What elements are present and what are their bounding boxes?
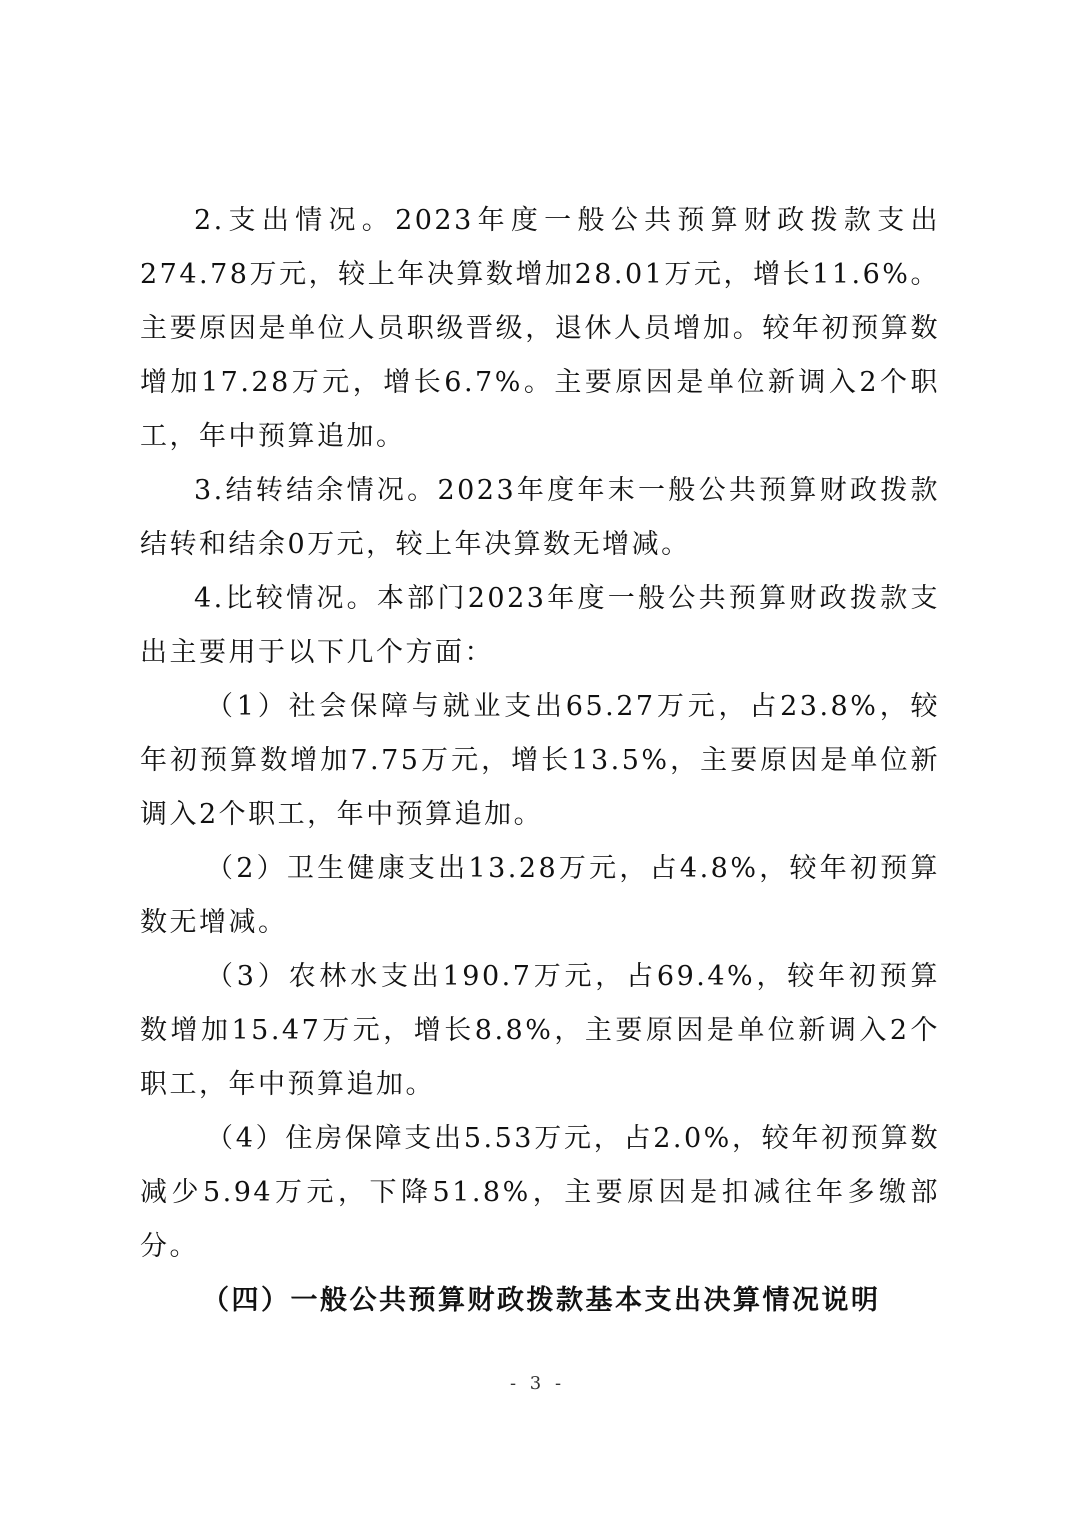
- paragraph-comparison: 4.比较情况。本部门2023年度一般公共预算财政拨款支出主要用于以下几个方面：: [140, 583, 940, 668]
- paragraph-agriculture: （3）农林水支出190.7万元，占69.4%，较年初预算数增加15.47万元，增长8.8%，主要原因是单位新调入2个职工，年中预算追加。: [140, 961, 940, 1100]
- paragraph-health: （2）卫生健康支出13.28万元，占4.8%，较年初预算数无增减。: [140, 853, 940, 938]
- page-number: - 3 -: [509, 1373, 566, 1394]
- paragraph-expenditure: 2.支出情况。2023年度一般公共预算财政拨款支出274.78万元，较上年决算数增加28.01万元，增长11.6%。主要原因是单位人员职级晋级，退休人员增加。较年初预算数增加17.28万元，增长6.7%。主要原因是单位新调入2个职工，年中预算追加。: [140, 205, 940, 452]
- section-heading: （四）一般公共预算财政拨款基本支出决算情况说明: [202, 1285, 881, 1316]
- paragraph-housing: （4）住房保障支出5.53万元，占2.0%，较年初预算数减少5.94万元，下降51.8%，主要原因是扣减往年多缴部分。: [140, 1123, 940, 1262]
- paragraph-social-security: （1）社会保障与就业支出65.27万元，占23.8%，较年初预算数增加7.75万元，增长13.5%，主要原因是单位新调入2个职工，年中预算追加。: [140, 691, 940, 830]
- document-body: [140, 194, 940, 1328]
- paragraph-carryover: 3.结转结余情况。2023年度年末一般公共预算财政拨款结转和结余0万元，较上年决算数无增减。: [140, 475, 940, 560]
